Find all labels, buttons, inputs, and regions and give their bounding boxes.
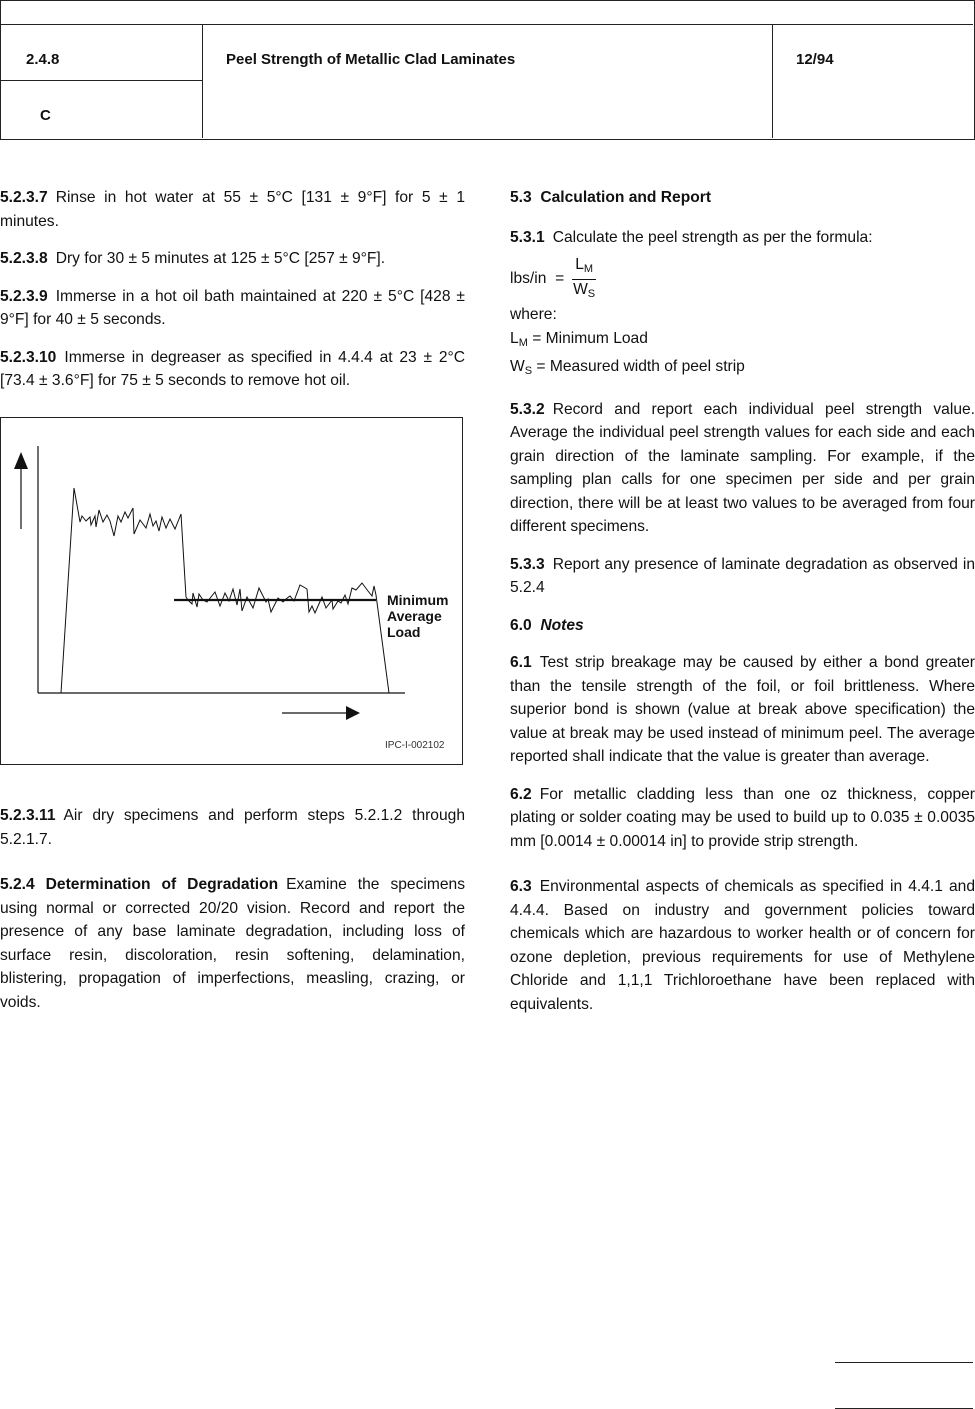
- paragraph-text: Immerse in a hot oil bath maintained at 220 ± 5°C [428 ± 9°F] for 40 ± 5 seconds.: [0, 287, 465, 328]
- symbol: W: [573, 280, 588, 298]
- peel-load-diagram: [0, 417, 463, 765]
- header-divider: [772, 24, 773, 138]
- paragraph: [510, 226, 975, 250]
- right-column: [510, 186, 975, 1030]
- section-title: Notes: [540, 616, 584, 634]
- definition-text: = Minimum Load: [527, 329, 648, 347]
- header-frame: [0, 0, 975, 140]
- paragraph: [510, 783, 975, 854]
- subscript: S: [524, 365, 533, 377]
- paragraph-text: Air dry specimens and perform steps 5.2.1.2 through 5.2.1.7.: [0, 807, 465, 848]
- paragraph: [0, 346, 465, 393]
- label-line: Minimum: [387, 592, 449, 608]
- paragraph: [0, 873, 465, 1014]
- paragraph: [0, 285, 465, 332]
- subscript: M: [518, 336, 528, 349]
- section-number: 6.0: [510, 616, 532, 634]
- definition-text: = Measured width of peel strip: [532, 358, 745, 375]
- section-number: 5.3.2: [510, 400, 545, 418]
- doc-number: 2.4.8: [26, 51, 60, 68]
- symbol: L: [575, 255, 584, 273]
- section-number: 6.3: [510, 878, 532, 895]
- subscript: S: [587, 287, 596, 300]
- section-heading: [510, 186, 975, 210]
- paragraph-text: Calculate the peel strength as per the formula:: [552, 228, 873, 246]
- doc-title: Peel Strength of Metallic Clad Laminates: [226, 51, 516, 68]
- paragraph: [0, 804, 465, 851]
- paragraph-text: Environmental aspects of chemicals as specified in 4.4.1 and 4.4.4. Based on industry and government policies toward chemicals which are hazardous to worker health or of concern for ozone depletion, previous requirements for use of Methylene Chloride and 1,1,1 Trichloroethane have been replaced with equivalents.: [510, 878, 975, 1013]
- up-arrow-icon: [14, 452, 28, 469]
- subscript: M: [583, 262, 594, 275]
- symbol: L: [510, 329, 519, 347]
- definition: [510, 355, 975, 384]
- section-heading: 5.2.4 Determination of Degradation: [0, 876, 279, 893]
- header-divider: [0, 24, 973, 25]
- section-number: 5.2.3.10: [0, 348, 57, 366]
- paragraph-text: Report any presence of laminate degradation as observed in 5.2.4: [510, 555, 975, 596]
- paragraph-text: Dry for 30 ± 5 minutes at 125 ± 5°C [257 ± 9°F].: [55, 250, 386, 267]
- section-heading: [510, 614, 975, 638]
- paragraph: [510, 398, 975, 539]
- peel-load-trace: [61, 488, 389, 693]
- peel-load-figure: [0, 417, 463, 765]
- left-column-top: [0, 186, 465, 407]
- paragraph: [0, 247, 465, 271]
- section-number: 5.2.3.7: [0, 189, 48, 206]
- paragraph-text: Rinse in hot water at 55 ± 5°C [131 ± 9°F] for 5 ± 1 minutes.: [0, 189, 465, 230]
- symbol: W: [510, 358, 525, 375]
- right-arrow-icon: [346, 706, 360, 720]
- formula-fraction: [572, 255, 596, 304]
- formula-lhs: lbs/in =: [510, 270, 565, 288]
- paragraph-text: Examine the specimens using normal or corrected 20/20 vision. Record and report the presence of any base laminate degradation, including loss of surface resin, discoloration, resin softening, delamination, blistering, propagation of imperfections, measling, crazing, or voids.: [0, 876, 465, 1011]
- doc-revision: C: [40, 107, 51, 124]
- fraction-denominator: [573, 280, 595, 304]
- paragraph: [510, 875, 975, 1016]
- header-divider: [0, 80, 202, 81]
- paragraph: [0, 186, 465, 233]
- left-column-bottom: [0, 804, 465, 1028]
- paragraph: [510, 553, 975, 600]
- section-title: Calculation and Report: [540, 189, 712, 206]
- section-number: 5.2.3.11: [0, 807, 56, 824]
- definition: [510, 327, 975, 356]
- minimum-average-load-label: [387, 592, 448, 640]
- section-number: 5.3.1: [510, 228, 545, 246]
- formula: [510, 255, 975, 303]
- paragraph-text: For metallic cladding less than one oz thickness, copper plating or solder coating may be used to build up to 0.035 ± 0.0035 mm [0.0014 ± 0.00014 in] to provide strip strength.: [510, 785, 975, 850]
- section-number: 5.3: [510, 189, 532, 206]
- paragraph-text: Record and report each individual peel strength value. Average the individual peel strength values for each side and each grain direction of the laminate sampling. For example, if the sampling plan calls for one specimen per side and per grain direction, there will be at least two values to be averaged from four different specimens.: [510, 400, 975, 535]
- section-number: 5.2.3.9: [0, 287, 48, 305]
- paragraph-text: Immerse in degreaser as specified in 4.4.4 at 23 ± 2°C [73.4 ± 3.6°F] for 75 ± 5 seconds to remove hot oil.: [0, 348, 465, 389]
- section-number: 5.2.3.8: [0, 250, 48, 267]
- doc-date: 12/94: [796, 51, 834, 68]
- label-line: Average: [387, 608, 442, 624]
- where-label: where:: [510, 306, 557, 323]
- fraction-numerator: [572, 255, 596, 280]
- section-number: 5.3.3: [510, 555, 545, 573]
- label-line: Load: [387, 624, 421, 640]
- section-number: 6.1: [510, 654, 532, 671]
- figure-id: IPC-I-002102: [385, 740, 445, 751]
- section-number: 6.2: [510, 785, 532, 803]
- paragraph-text: Test strip breakage may be caused by either a bond greater than the tensile strength of the foil, or foil brittleness. Where superior bond is shown (value at break above specification) the value at break may be used instead of minimum peel. The average reported shall indicate that the value is greater than average.: [510, 654, 975, 765]
- paragraph: [510, 651, 975, 769]
- header-divider: [202, 24, 203, 138]
- footer-rule: [835, 1362, 973, 1363]
